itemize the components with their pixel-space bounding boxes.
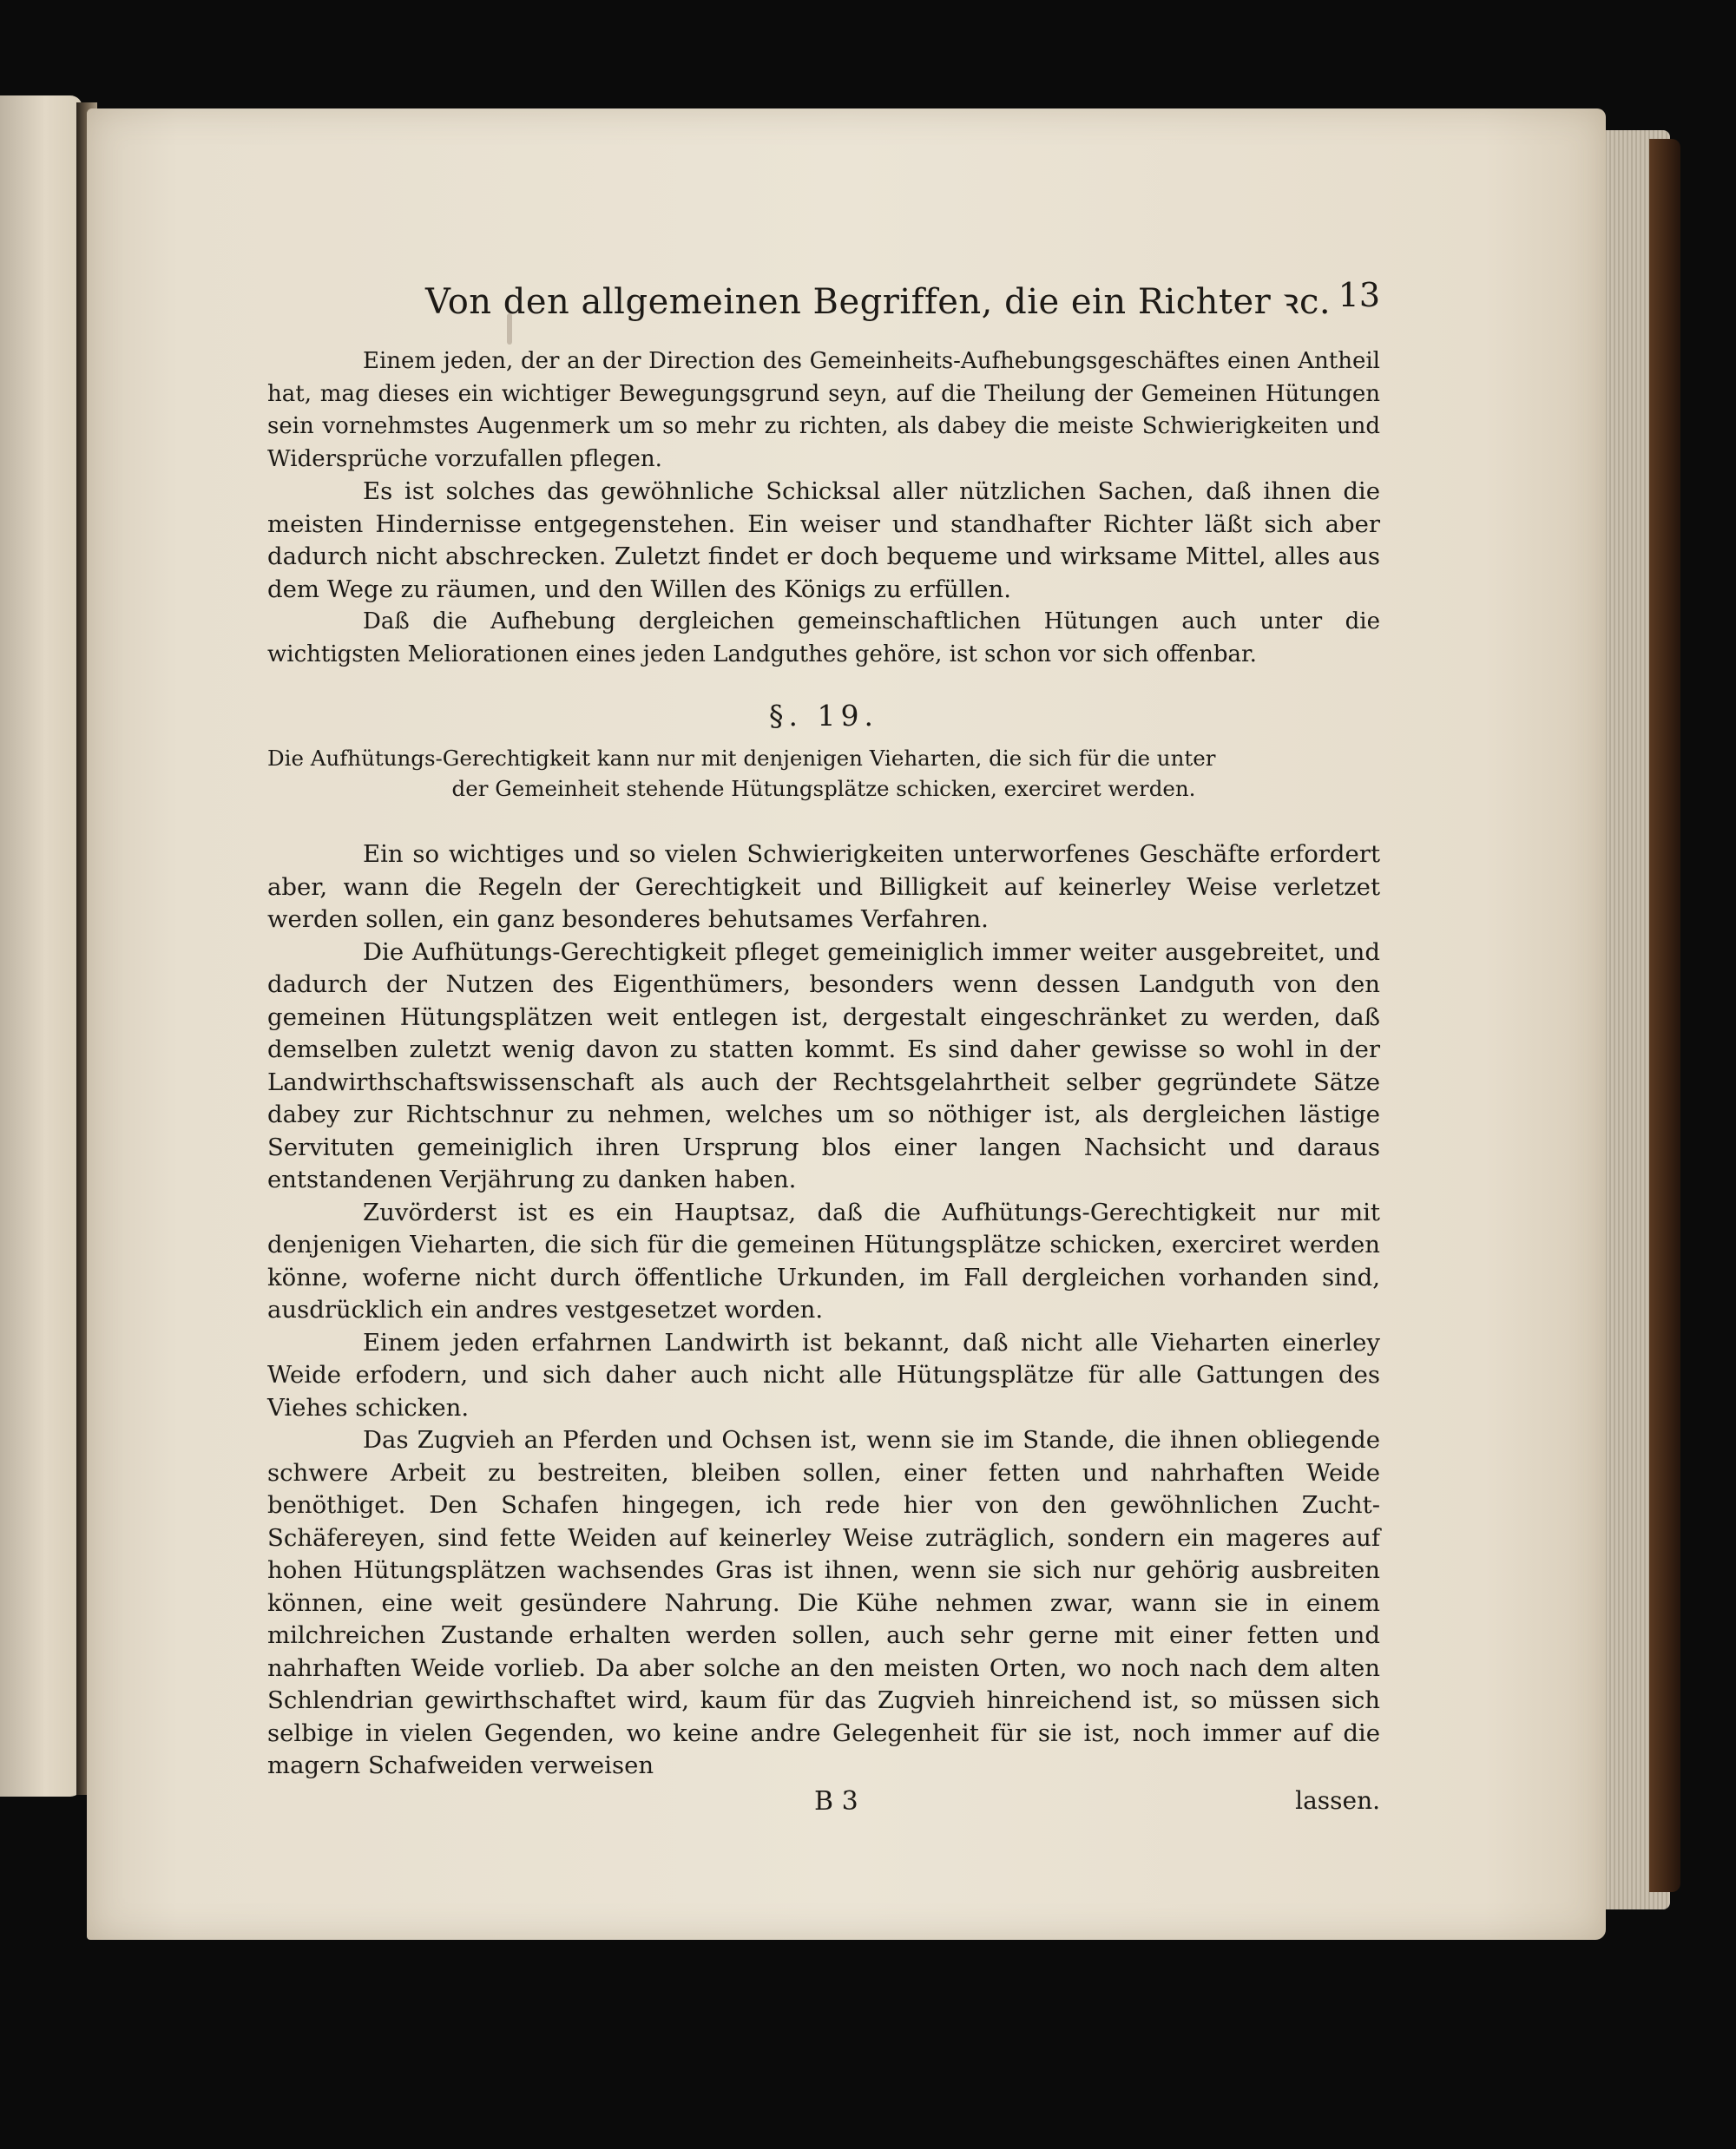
signature-mark: B 3 xyxy=(814,1785,858,1817)
page-text-block xyxy=(267,276,1380,1821)
page-header xyxy=(267,276,1380,330)
page-footer xyxy=(267,1786,1380,1821)
running-title: Von den allgemeinen Begriffen, die ein Richter ꝛc. xyxy=(425,282,1332,322)
book-cover xyxy=(1649,139,1680,1892)
section-summary xyxy=(267,743,1380,804)
paragraph: Zuvörderst ist es ein Hauptsaz, daß die Aufhütungs-Gerechtigkeit nur mit denjenigen Vieharten, die sich für die gemeinen Hütungsplätze schicken, exerciret werden könne, woferne nicht durch öffentliche Urkunden, im Fall dergleichen vorhanden sind, ausdrücklich ein andres vestgesetzet worden. xyxy=(267,1198,1380,1324)
section-summary-line: Die Aufhütungs-Gerechtigkeit kann nur mit denjenigen Vieharten, die sich für die unter xyxy=(267,746,1216,771)
paragraph: Einem jeden erfahrnen Landwirth ist bekannt, daß nicht alle Vieharten einerley Weide erfodern, und sich daher auch nicht alle Hütungsplätze für alle Gattungen des Viehes schicken. xyxy=(267,1328,1380,1422)
catchword: lassen. xyxy=(1295,1785,1380,1815)
paragraph: Die Aufhütungs-Gerechtigkeit pfleget gemeiniglich immer weiter ausgebreitet, und dadurch der Nutzen des Eigenthümers, besonders wenn dessen Landguth von den gemeinen Hütungsplätzen weit entlegen ist, dergestalt eingeschränket zu werden, daß demselben zuletzt wenig davon zu statten kommt. Es sind daher gewisse so wohl in der Landwirthschaftswissenschaft als auch der Rechtsgelahrtheit selber gegründete Sätze dabey zur Richtschnur zu nehmen, welches um so nöthiger ist, als dergleichen lästige Servituten gemeiniglich ihren Ursprung blos einer langen Nachsicht und daraus entstandenen Verjährung zu danken haben. xyxy=(267,937,1380,1193)
paragraph: Daß die Aufhebung dergleichen gemeinschaftlichen Hütungen auch unter die wichtigsten Meliorationen eines jeden Landguthes gehöre, ist schon vor sich offenbar. xyxy=(267,608,1380,667)
section-heading: §. 19. xyxy=(769,699,878,733)
section-summary-line: der Gemeinheit stehende Hütungsplätze schicken, exerciret werden. xyxy=(451,776,1196,801)
paragraph: Es ist solches das gewöhnliche Schicksal aller nützlichen Sachen, daß ihnen die meisten Hindernisse entgegenstehen. Ein weiser und standhafter Richter läßt sich aber dadurch nicht abschrecken. Zuletzt findet er doch bequeme und wirksame Mittel, alles aus dem Wege zu räumen, und den Willen des Königs zu erfüllen. xyxy=(267,477,1380,603)
paragraph: Das Zugvieh an Pferden und Ochsen ist, wenn sie im Stande, die ihnen obliegende schwere Arbeit zu bestreiten, bleiben sollen, einer fetten und nahrhaften Weide benöthiget. Den Schafen hingegen, ich rede hier von den gewöhnlichen Zucht-Schäfereyen, sind fette Weiden auf keinerley Weise zuträglich, sondern ein mageres auf hohen Hütungsplätzen wachsendes Gras ist ihnen, wenn sie sich nur gehörig ausbreiten können, eine weit gesündere Nahrung. Die Kühe nehmen zwar, wann sie in einem milchreichen Zustande erhalten werden sollen, auch sehr gerne mit einer fetten und nahrhaften Weide vorlieb. Da aber solche an den meisten Orten, wo noch nach dem alten Schlendrian gewirthschaftet wird, kaum für das Zugvieh hinreichend ist, so müssen sich selbige in vielen Gegenden, wo keine andre Gelegenheit für sie ist, noch immer auf die magern Schafweiden verweisen xyxy=(267,1426,1380,1779)
left-page-edge xyxy=(0,95,82,1797)
paragraph: Einem jeden, der an der Direction des Gemeinheits-Aufhebungsgeschäftes einen Antheil hat, mag dieses ein wichtiger Bewegungsgrund seyn, auf die Theilung der Gemeinen Hütungen sein vornehmstes Augenmerk um so mehr zu richten, als dabey die meiste Schwierigkeiten und Widersprüche vorzufallen pflegen. xyxy=(267,348,1380,472)
page-number: 13 xyxy=(1338,276,1380,314)
paragraph: Ein so wichtiges und so vielen Schwierigkeiten unterworfenes Geschäfte erfordert aber, wann die Regeln der Gerechtigkeit und Billigkeit auf keinerley Weise verletzet werden sollen, ein ganz besonderes behutsames Verfahren. xyxy=(267,840,1380,933)
